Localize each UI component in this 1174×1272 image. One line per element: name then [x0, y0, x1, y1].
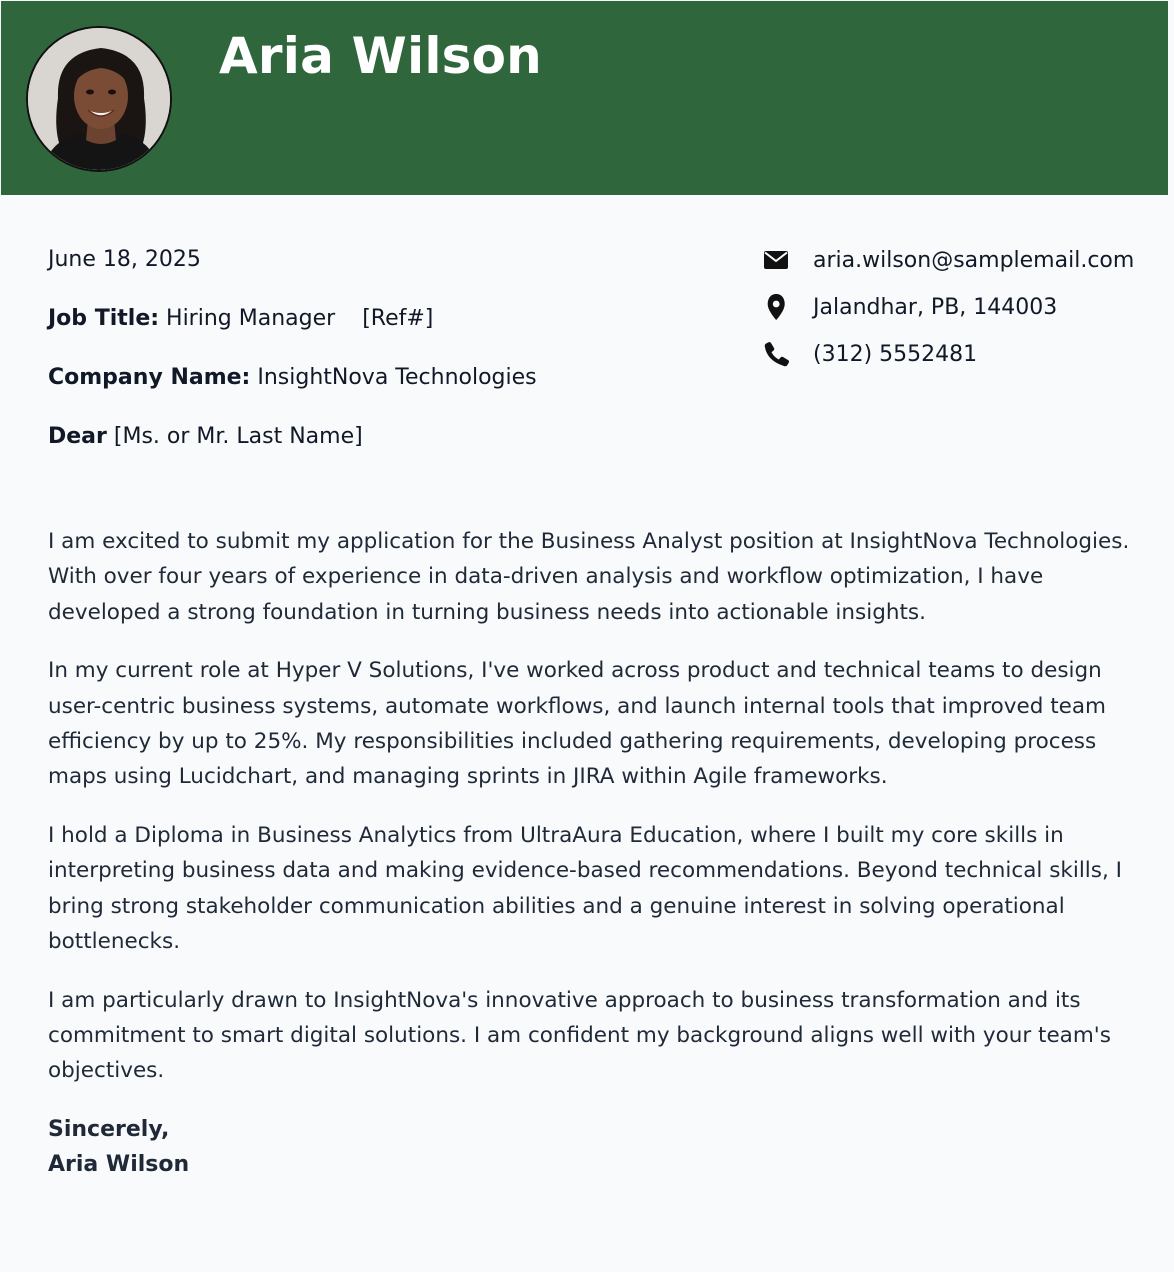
company-label: Company Name: [48, 365, 251, 390]
company-line [48, 362, 688, 394]
body-paragraph-1: I am excited to submit my application for the Business Analyst position at InsightNova Technologies. With over four years of experience in data-driven analysis and workflow optimization, I have developed a strong foundation in turning business needs into actionable insights. [48, 529, 1130, 625]
salutation-value: [Ms. or Mr. Last Name] [113, 424, 363, 449]
letter-meta [48, 244, 688, 453]
job-title-value: Hiring Manager [166, 306, 336, 331]
company-value: InsightNova Technologies [257, 365, 537, 390]
contact-location [764, 291, 1164, 323]
salutation-label: Dear [48, 424, 107, 449]
job-title-line [48, 303, 688, 335]
phone-text[interactable]: (312) 5552481 [813, 341, 978, 367]
header-banner [1, 1, 1168, 195]
salutation-line [48, 421, 688, 453]
map-pin-icon [764, 291, 813, 323]
signature-name: Aria Wilson [48, 1152, 190, 1178]
envelope-icon [764, 244, 813, 276]
location-text: Jalandhar, PB, 144003 [813, 294, 1058, 320]
body-paragraph-3: I hold a Diploma in Business Analytics from UltraAura Education, where I built my core skills in interpreting business data and making evidence-based recommendations. Beyond technical skills, I bring strong stakeholder communication abilities and a genuine interest in solving operational bottlenecks. [48, 823, 1122, 954]
closing-phrase: Sincerely, [48, 1117, 170, 1143]
profile-photo [28, 28, 172, 172]
reference-number: [Ref#] [362, 306, 434, 331]
job-title-label: Job Title: [48, 306, 160, 331]
email-text[interactable]: aria.wilson@samplemail.com [813, 247, 1135, 273]
contact-phone [764, 338, 1164, 370]
letter-body [48, 524, 1138, 1182]
applicant-name-heading: Aria Wilson [219, 27, 542, 85]
body-paragraph-4: I am particularly drawn to InsightNova's innovative approach to business transformation and its commitment to smart digital solutions. I am confident my background aligns well with your team's objectives. [48, 987, 1111, 1084]
letter-date: June 18, 2025 [48, 247, 201, 272]
phone-icon [764, 338, 813, 370]
body-paragraph-2: In my current role at Hyper V Solutions, I've worked across product and technical teams to design user-centric business systems, automate workflows, and launch internal tools that improved team efficiency by up to 25%. My responsibilities included gathering requirements, developing process maps using Lucidchart, and managing sprints in JIRA within Agile frameworks. [48, 658, 1106, 790]
contact-info [764, 244, 1164, 385]
avatar [26, 26, 172, 172]
contact-email [764, 244, 1164, 276]
